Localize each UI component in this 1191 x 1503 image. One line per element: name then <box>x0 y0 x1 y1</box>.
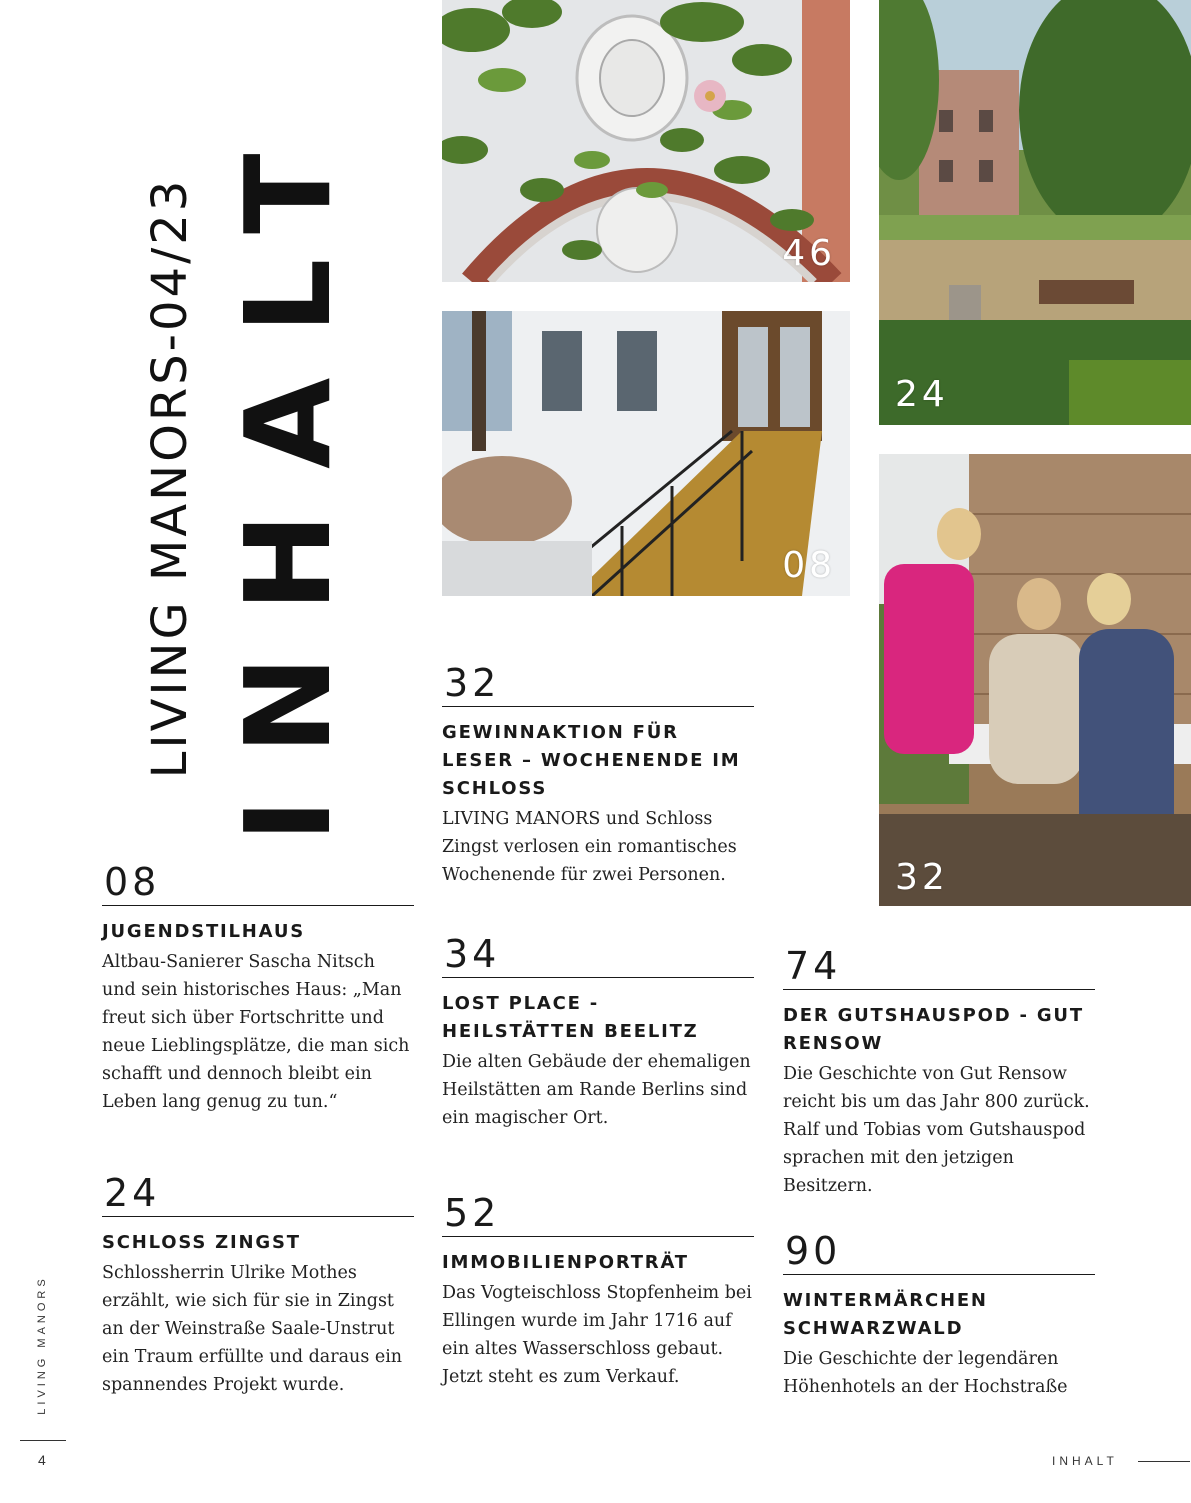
side-divider <box>20 1440 66 1441</box>
footer-section-label: INHALT <box>1052 1454 1118 1468</box>
article-32[interactable] <box>442 662 754 889</box>
article-52[interactable] <box>442 1192 754 1391</box>
article-title: SCHLOSS ZINGST <box>102 1232 301 1253</box>
three-women-illustration <box>879 454 1191 906</box>
article-title: IMMOBILIENPORTRÄT <box>442 1252 689 1273</box>
article-34[interactable] <box>442 933 754 1132</box>
article-page-number: 32 <box>442 662 754 707</box>
photo-coat-of-arms[interactable] <box>442 0 850 282</box>
manor-garden-illustration <box>879 0 1191 425</box>
article-description: Das Vogteischloss Stopfenheim bei Ellingen wurde im Jahr 1716 auf ein altes Wasserschloss gebaut. Jetzt steht es zum Verkauf. <box>442 1283 752 1387</box>
article-title: JUGENDSTILHAUS <box>102 921 306 942</box>
article-page-number: 52 <box>442 1192 754 1237</box>
article-08[interactable] <box>102 861 414 1116</box>
side-brand-label: LIVING MANORS <box>36 1275 48 1415</box>
photo-three-women[interactable] <box>879 454 1191 906</box>
article-title: WINTERMÄRCHEN SCHWARZWALD <box>783 1290 988 1339</box>
article-90[interactable] <box>783 1230 1095 1401</box>
article-title: LOST PLACE - HEILSTÄTTEN BEELITZ <box>442 993 699 1042</box>
article-description: Schlossherrin Ulrike Mothes erzählt, wie sich für sie in Zingst an der Weinstraße Saale-Unstrut ein Traum erfüllte und daraus ein spannendes Projekt wurde. <box>102 1263 403 1395</box>
photo-staircase[interactable] <box>442 311 850 596</box>
photo-page-label: 46 <box>782 233 836 274</box>
photo-page-label: 24 <box>895 374 949 415</box>
page-title: INHALT <box>219 109 357 843</box>
article-74[interactable] <box>783 945 1095 1200</box>
photo-page-label: 08 <box>782 545 836 586</box>
footer-divider <box>1138 1461 1190 1462</box>
photo-manor-garden[interactable] <box>879 0 1191 425</box>
article-title: GEWINNAKTION FÜR LESER – WOCHENENDE IM SCHLOSS <box>442 722 741 799</box>
article-title: DER GUTSHAUSPOD - GUT RENSOW <box>783 1005 1084 1054</box>
article-description: Die Geschichte der legendären Höhenhotels an der Hochstraße <box>783 1349 1068 1397</box>
article-24[interactable] <box>102 1172 414 1399</box>
article-page-number: 08 <box>102 861 414 906</box>
article-page-number: 90 <box>783 1230 1095 1275</box>
article-description: Die alten Gebäude der ehemaligen Heilstätten am Rande Berlins sind ein magischer Ort. <box>442 1052 751 1128</box>
photo-page-label: 32 <box>895 857 949 898</box>
article-page-number: 34 <box>442 933 754 978</box>
issue-title: LIVING MANORS-04/23 <box>142 177 198 779</box>
article-description: Altbau-Sanierer Sascha Nitsch und sein historisches Haus: „Man freut sich über Fortschritte und neue Lieblingsplätze, die man sich schafft und dennoch bleibt ein Leben lang genug zu tun.“ <box>102 952 410 1112</box>
page-number: 4 <box>38 1452 46 1468</box>
article-description: Die Geschichte von Gut Rensow reicht bis um das Jahr 800 zurück. Ralf und Tobias vom Gutshauspod sprachen mit den jetzigen Besitzern. <box>783 1064 1090 1196</box>
article-description: LIVING MANORS und Schloss Zingst verlosen ein romantisches Wochenende für zwei Personen. <box>442 809 737 885</box>
article-page-number: 74 <box>783 945 1095 990</box>
article-page-number: 24 <box>102 1172 414 1217</box>
